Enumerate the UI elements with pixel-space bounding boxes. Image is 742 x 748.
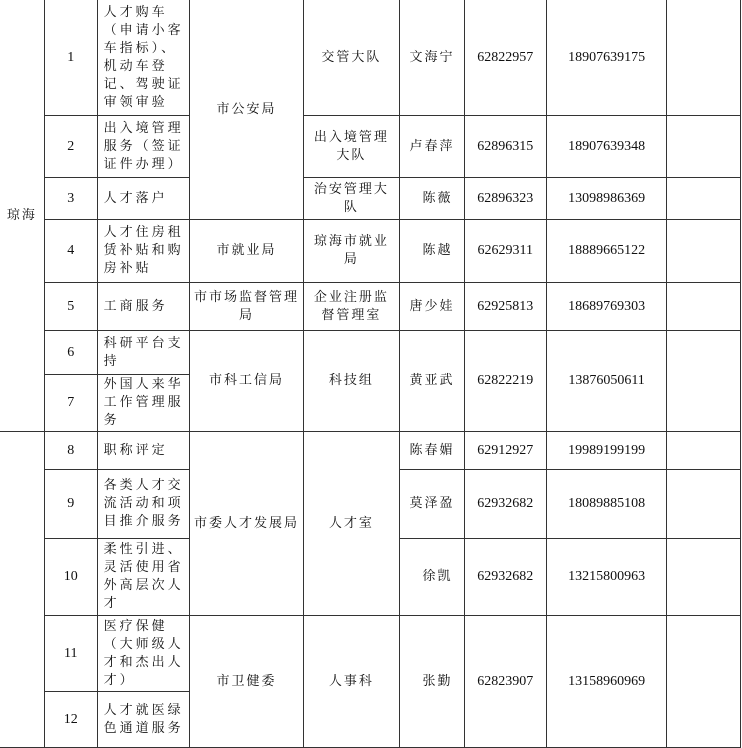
contact-person: 卢春萍 <box>400 116 465 178</box>
unit-cell: 科技组 <box>303 331 399 432</box>
row-number: 12 <box>44 692 97 748</box>
unit-cell: 交管大队 <box>303 0 399 116</box>
service-item: 工商服务 <box>97 283 190 331</box>
unit-cell: 人事科 <box>303 616 399 748</box>
table-row <box>0 178 741 220</box>
mobile-phone: 19989199199 <box>546 432 667 470</box>
service-item: 人才住房租赁补贴和购房补贴 <box>97 220 190 283</box>
row-number: 3 <box>44 178 97 220</box>
blank-cell <box>667 539 741 616</box>
mobile-phone: 13158960969 <box>546 616 667 748</box>
row-number: 6 <box>44 331 97 375</box>
department-cell: 市公安局 <box>190 0 303 220</box>
mobile-phone: 18689769303 <box>546 283 667 331</box>
table-row <box>0 616 741 692</box>
blank-cell <box>667 116 741 178</box>
mobile-phone: 13098986369 <box>546 178 667 220</box>
unit-cell: 出入境管理大队 <box>303 116 399 178</box>
contact-person: 徐凯 <box>400 539 465 616</box>
unit-cell: 企业注册监督管理室 <box>303 283 399 331</box>
contact-person: 张勤 <box>400 616 465 748</box>
office-phone: 62925813 <box>464 283 546 331</box>
table-row <box>0 220 741 283</box>
row-number: 2 <box>44 116 97 178</box>
office-phone: 62822219 <box>464 331 546 432</box>
table-row <box>0 283 741 331</box>
table-row <box>0 116 741 178</box>
blank-cell <box>667 283 741 331</box>
region-cell: 琼海 <box>0 0 44 432</box>
contact-person: 陈越 <box>400 220 465 283</box>
blank-cell <box>667 0 741 116</box>
department-cell: 市就业局 <box>190 220 303 283</box>
service-item: 人才购车（申请小客车指标）、机动车登记、驾驶证审领审验 <box>97 0 190 116</box>
row-number: 11 <box>44 616 97 692</box>
office-phone: 62896323 <box>464 178 546 220</box>
service-item: 人才落户 <box>97 178 190 220</box>
service-item: 医疗保健（大师级人才和杰出人才） <box>97 616 190 692</box>
blank-cell <box>667 220 741 283</box>
table-row <box>0 432 741 470</box>
row-number: 5 <box>44 283 97 331</box>
department-cell: 市市场监督管理局 <box>190 283 303 331</box>
office-phone: 62912927 <box>464 432 546 470</box>
blank-cell <box>667 432 741 470</box>
mobile-phone: 13876050611 <box>546 331 667 432</box>
contact-person: 黄亚武 <box>400 331 465 432</box>
row-number: 7 <box>44 375 97 432</box>
office-phone: 62822957 <box>464 0 546 116</box>
row-number: 8 <box>44 432 97 470</box>
contact-person: 莫泽盈 <box>400 470 465 539</box>
service-item: 出入境管理服务（签证证件办理） <box>97 116 190 178</box>
blank-cell <box>667 178 741 220</box>
row-number: 10 <box>44 539 97 616</box>
row-number: 4 <box>44 220 97 283</box>
row-number: 1 <box>44 0 97 116</box>
mobile-phone: 18907639175 <box>546 0 667 116</box>
service-item: 人才就医绿色通道服务 <box>97 692 190 748</box>
mobile-phone: 18907639348 <box>546 116 667 178</box>
office-phone: 62629311 <box>464 220 546 283</box>
office-phone: 62932682 <box>464 539 546 616</box>
table-row <box>0 0 741 116</box>
office-phone: 62896315 <box>464 116 546 178</box>
office-phone: 62823907 <box>464 616 546 748</box>
unit-cell: 人才室 <box>303 432 399 616</box>
table-row <box>0 331 741 375</box>
service-item: 职称评定 <box>97 432 190 470</box>
row-number: 9 <box>44 470 97 539</box>
department-cell: 市科工信局 <box>190 331 303 432</box>
contact-person: 陈薇 <box>400 178 465 220</box>
unit-cell: 琼海市就业局 <box>303 220 399 283</box>
contact-person: 文海宁 <box>400 0 465 116</box>
blank-cell <box>667 470 741 539</box>
contact-person: 陈春媚 <box>400 432 465 470</box>
department-cell: 市卫健委 <box>190 616 303 748</box>
contact-person: 唐少娃 <box>400 283 465 331</box>
office-phone: 62932682 <box>464 470 546 539</box>
service-item: 科研平台支持 <box>97 331 190 375</box>
mobile-phone: 13215800963 <box>546 539 667 616</box>
blank-cell <box>667 331 741 432</box>
service-item: 各类人才交流活动和项目推介服务 <box>97 470 190 539</box>
service-item: 柔性引进、灵活使用省外高层次人才 <box>97 539 190 616</box>
service-item: 外国人来华工作管理服务 <box>97 375 190 432</box>
unit-cell: 治安管理大队 <box>303 178 399 220</box>
mobile-phone: 18889665122 <box>546 220 667 283</box>
region-cell-empty <box>0 432 44 748</box>
department-cell: 市委人才发展局 <box>190 432 303 616</box>
blank-cell <box>667 616 741 748</box>
mobile-phone: 18089885108 <box>546 470 667 539</box>
